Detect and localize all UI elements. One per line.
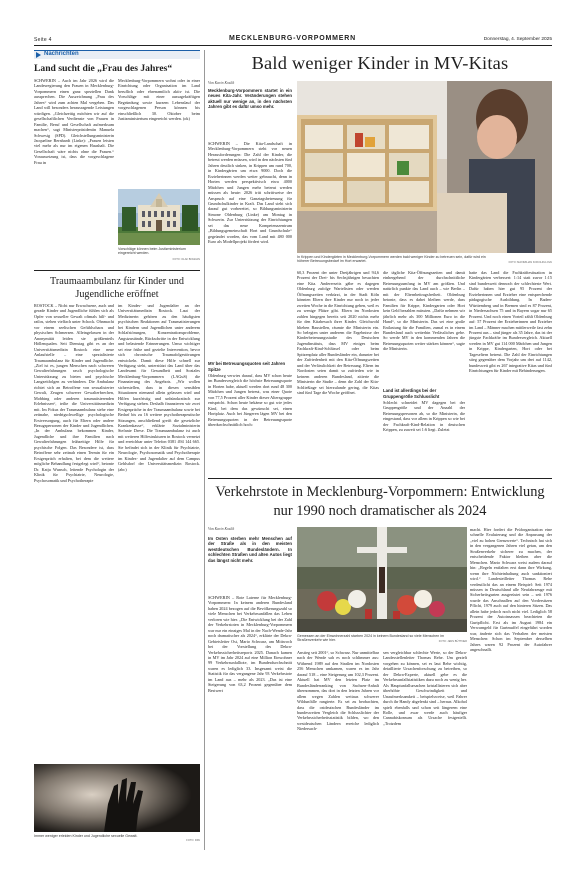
ministry-building-photo: [118, 189, 200, 245]
news-kicker-arrow: [36, 52, 41, 58]
kitas-lead: Mecklenburg-Vorpommern startet in ein neues Kita-Jahr. Veränderungen stehen aktuell nur wenige an, in den nächsten Jahren gibt es dafür umso mehr.: [208, 88, 292, 110]
traffic-byline: Von Karin Koslik: [208, 527, 235, 531]
kita-room-photo: [297, 81, 552, 253]
news-kicker-label: Nachrichten: [44, 51, 79, 57]
traffic-text-col3: sen vergleichbar schlechte Werte, so der Dekra-Landesstellenleiter Thomas Rehe. Um gezielt vorgehen zu können, sei es laut Rehe wichtig, detaillierte Ursachenforschung zu betreiben, so der Dekra-Experte, aktuell gebe es die Verkehrsunfallstatistiken dazu noch zu wenig her. Als Hauptunfallursachen kristallisieren sich aber überhöhte Geschwindigkeit und Unaufmerksamkeit – beispielsweise, weil Fahrer durch ihr Handy abgelenkt sind – heraus. Alkohol spielt ebenfalls und schon seit längerem eine Rolle, und zwar werde auch häufiger Cannabiskonsum als Ursache festgestellt. „Trotzdem: [383, 650, 467, 726]
kitas-text-col2: 60,3 Prozent der unter Dreijährigen und 94,6 Prozent der Drei- bis Sechsjährigen besuchten eine Kita. Andererseits gäbe es dagegen Oldenburg zufolge Wartelisten oder werden Öffnungszeiten verkürzt, in der Stadt Köln könnten Eltern ihre Kinder nur noch in jeder zweiten Woche in die Einrichtung geben, weil es zu wenige Plätze gibt. Eltern im Nordosten zahlen hingegen bereits seit 2020 nichts mehr für den Kitabesuch ihrer Kinder. Gleichwohl blieben Baustellen, räumte die Ministerin ein. So belegten unter anderem die Ergebnisse der Kinderbetreuungsstudie des Deutschen Jugendinstituts, dass MV einiges beim Fachkraft-Kind-Schlüssel oder beim Spitzenplatz aller Bundesländer ein, darunter bei der Zufriedenheit mit den Kita-Öffnungszeiten und der Verlässlichkeit der Betreuung. Eltern im Nordosten seien damit so zufrieden wie in keinem anderen Bundesland, zitierte die Ministerin die Studie – denn die Zahl der Kita-Schließtage sei hierzulande gering, die Kitas sind fünf Tage die Woche geöffnet.: [297, 270, 379, 395]
trauma-photo-caption: Immer weniger erleiden Kinder und Jugendliche sexuelle Gewalt.: [34, 834, 138, 838]
kitas-text-col1b: Oldenburg verwies darauf, dass MV schon heute im Bundesvergleich die höchste Betreuungsquote in Horten habe, aktuell werden dort rund 48 300 Mädchen und Jungen betreut, was einer Quote von 77,5 Prozent aller Kinder dieser Altersgruppe entspricht. Schon heute bekäme so gut wie jedes Kind, bei dem das gewünscht sei, einen Hortplatz. Auch bei Jüngeren lägen MV bei den Betreuungsquoten in der Betreuungsquote überdurchschnittlich hoch:: [208, 373, 292, 428]
traffic-text-col4: macht. Hier fordert die Prüforganisation eine schnelle Evaluierung und die Anpassung der „viel zu hohen Grenzwerte“. Technisch hat sich in den vergangenen Jahren viel getan, um den Straßenverkehr sicherer zu machen, der entscheidende Faktor bleiben aber die Menschen. Mario Schwarz weist zudem darauf hin: „Regeln entfalten erst dann ihre Wirkung, wenn ihre Nichteinhaltung auch sanktioniert wird.“ Landesteilleiter Thomas Rehe verdeutlicht das an einem Beispiel: Seit 1974 müssen in Deutschland alle Neufahrzeuge mit Sicherheitsgurten ausgerüstet sein – seit 1976 wurde das Anschnallen auf den Vordersitzen Pflicht, 1979 auch auf den hinteren Sitzen. Das allein habe jedoch noch nicht viel. Lediglich 58 Prozent der Autoinsassen beachteten die Gurtpflicht. Erst als im August 1984 ein Verwarngeld für Gurtmuffel eingeführt worden war, änderte sich das Verhalten der meisten Menschen: Schon im September desselben Jahres waren 92 Prozent der Autofahrer angeschnallt.: [470, 527, 552, 652]
news-photo-caption: Vorschläge können beim Justizministerium eingereicht werden.: [118, 247, 186, 256]
article-divider: [208, 478, 552, 479]
traffic-photo-caption: Gemessen an der Einwohnerzahl starben 2024 in keinem Bundesland so viele Menschen im Straßenverkehr wie hier.: [297, 634, 445, 643]
traffic-lead: Im Osten sterben mehr Menschen auf der Straße als in den meisten westdeutschen Bundesländern. In schlechten Straßen und alten Autos liegt das längst nicht mehr.: [208, 536, 292, 563]
trauma-headline: Traumaambulanz für Kinder und Jugendliche eröffnet: [49, 276, 184, 300]
traffic-photo-credit: FOTO: JENS BÜTTNER: [438, 640, 467, 643]
news-text-col2: Mecklenburg-Vorpommern wohnt oder in einer Einrichtung oder Organisation im Land beruflich oder ehrenamtlich aktiv ist. Die Vorschläge mit einer aussagekräftigen Begründung sowie kurzem Lebenslauf der vorgeschlagenen Person können bis einschließlich 30. Oktober beim Justizministerium eingereicht werden. (ok): [118, 78, 200, 122]
header-rule: [34, 45, 552, 46]
traffic-text-col1: SCHWERIN – Rote Laterne für Mecklenburg-Vorpommern: In keinem anderen Bundesland haben 2024 bezogen auf die Bevölkerungszahl so viele Menschen bei Verkehrsunfällen das Leben verloren wie hier. „Die Entwicklung bei der Zahl der Verkehrstoten in Mecklenburg-Vorpommern war nur ein einziges Mal in der Nach-Wende-Jahr noch dramatischer als 2024“, erklärte der Dekra-Gebietsleiter Ost, Mario Schwarz, am Mittwoch bei der Vorstellung des Dekra-Verkehrssicherheitsreports 2025. Danach kamen in MV im Jahr 2024 auf eine Million Einwohner 99 Verkehrsunfalltote, im Bundesdurchschnitt waren es lediglich 33. Insgesamt weist die Statistik für das vergangene Jahr 93 Verkehrstote im Land aus – mehr als 2023. „Das ist eine Steigerung von 63,2 Prozent gegenüber dem Bestwert: [208, 595, 292, 693]
kitas-photo-credit: FOTO: MAXIMILIAN KOKOLZULOVA: [508, 261, 552, 264]
kitas-photo-caption: In Krippen und Kindergärten in Mecklenburg-Vorpommern werden bald weniger Kinder zu betreuen sein, dafür wird ein höherer Betreuungsbedarf im Hort erwartet.: [297, 255, 486, 264]
news-divider: [34, 270, 200, 271]
kitas-byline: Von Karin Koslik: [208, 81, 235, 85]
kitas-subhead-2: Land ist allerdings bei der Gruppengröße Schlusslicht: [383, 388, 440, 399]
news-text-col1: SCHWERIN – Auch im Jahr 2026 wird die Landesregierung den Frauen in Mecklenburg-Vorpommern einen ganz speziellen Dank aussprechen. Die Auszeichnung „Frau des Jahres“ wird zum achten Mal vergeben. Das Land will besonders herausragende Leistungen würdigen. „Gleichzeitig möchten wir auf die gesellschaftlichen Verdienste von Frauen in Familie, Beruf und Gesellschaft aufmerksam machen“, sagt Ministerpräsidentin Manuela Schwesig (SPD). Gleichstellungsministerin Jacqueline Bernhardt (Linke): „Frauen leisten viel mehr als nur im eigenen Haushalt. Die Gesellschaft wäre nichts ohne die Frauen.“ Voraussetzung ist, dass die vorgeschlagene Frau in: [34, 78, 114, 165]
kitas-text-col3: die tägliche Kita-Öffnungszeiten und damit einhergehend der durchschnittliche Betreuungsumfang in MV am größten. Und natürlich punkte das Land auch – wie Berlin – mit der Elternbeitragsfreiheit. Oldenburg betonte, dass es dabei bleiben werde, dass Familien für Krippe, Kindergarten oder Hort kein Geld bezahlen müssten. „Dafür nehmen wir jährlich mehr als 300 Millionen Euro in die Hand“, so die Ministerin. Das sei eine große Entlastung für die Familien, zumal es in einem Bundesland auch weiterhin Verlässliches gebe. So werde MV in den kommenden Jahren die Betreuungsquoten weiter stärken können“, sagte die Ministerin.: [383, 270, 465, 352]
kitas-subhead-1: MV bei Betreuungsquoten seit Jahren Spitze: [208, 361, 286, 372]
page-number: Seite 4: [34, 37, 52, 43]
kitas-text-col3b: Schlecht schneidet MV dagegen bei der Gruppengröße und der Anzahl der Betreuungspersonen ab, so die Ministerin, die eingestand, dass vor allem in Krippen so wie bei der Fachkraft-Kind-Relation in deutschen Krippen, zu zuweit sei 1:6 liegt. Zuletzt: [383, 400, 465, 433]
trauma-text-col2: im Kindes- und Jugendalter an der Universitätsmedizin Rostock. Laut der Medizinerin gehören zu den häufigsten psychischen Reaktionen auf Traumatisierungen bei Kindern und Jugendlichen unter anderem Schlafstörungen, Konzentrationsprobleme, Angstzustände, Rückschritte in der Entwicklung und belastende Erinnerungen. Umso wichtiger sei eine frühe und gezielte Intervention, bevor sich chronische Traumafolgestörungen entwickeln. Damit diese Hilfe schnell zur Verfügung steht, unterstützt das Land über das Landesamt für Gesundheit und Soziales Mecklenburg-Vorpommern (LAGuS) die Finanzierung des Angebots. „Wir wollen sicherstellen, dass in diesen sensiblen Situationen niemand allein gelassen wird und Hilfen kurzfristig und unbürokratisch zur Verfügung stehen. Deshalb finanzieren wir zwei Erstgespräche in der Traumaambulanz sowie bei Bedarf bis zu 16 weitere psychotherapeutische Sitzungen, anschließend greift die gesetzliche Krankenkasse“, erklärte Sozialministerin Stefanie Drese. Die Traumaambulanz ist auch mit weiteren Hilfestrukturen in Rostock vernetzt und erreichbar unter Telefon 0381 494 144 665. Sie befindet sich in der Klinik für Psychiatrie, Neurologie, Psychosomatik und Psychotherapie im Kindes- und Jugendalter auf dem Campus Gehlsdorf der Universitätsmedizin Rostock. (abc): [118, 303, 200, 472]
news-headline: Land sucht die „Frau des Jahres“: [34, 63, 173, 74]
kitas-headline: Bald weniger Kinder in MV-Kitas: [251, 53, 509, 73]
section-title: MECKLENBURG-VORPOMMERN: [229, 35, 356, 42]
kitas-text-col4: hatte das Land die Fachkräftesituation in Kindergärten verbessert: 1:14 statt zuvor 1:15 sind bundesweit dennoch der schlechteste Wert. Dafür haben hier gut 95 Prozent der Erzieherinnen und Erzieher eine entsprechende pädagogische Ausbildung. In Baden-Württemberg und in Bremen sind es 87 Prozent, in Niedersachsen 75 und in Bayern sogar nur 65 Prozent. Und noch einen Vorteil zählt Oldenburg auf: 57 Prozent der Erzieherinnen und Erzieher im Land – Männer machen mittlerweile fast zehn Prozent aus – sind jünger als 35 Jahre, das ist der jüngste Fachkräfte im Bundesvergleich. Aktuell werden in MV gut 114 000 Mädchen und Jungen in Krippe, Kindergarten, Hort oder bei Tageseltern betreut. Die Zahl der Einrichtungen stieg gegenüber dem Vorjahr um drei auf 1142, bundesweit gibt es 267 integrative Kitas und fünf Einrichtungen für Kinder mit Behinderungen.: [469, 270, 552, 374]
news-photo-credit: FOTO: OLAF BOGDAN: [172, 258, 200, 261]
column-divider: [204, 50, 205, 850]
traffic-headline: Verkehrstote in Mecklenburg-Vorpommern: Entwicklung nur 1990 noch dramatischer als 2024: [215, 484, 545, 519]
trauma-photo-credit: FOTO: DPA: [186, 839, 200, 842]
trauma-text-col1: ROSTOCK – Nicht nur Erwachsene, auch und gerade Kinder und Jugendliche fühlen sich als Opfer von sexueller Gewalt oftmals hilf- und ratlos, stehen vielfach unter Schock. Ohnmacht vor einem seelischen Gefühlschaos und physischen Schmerzen. Alleingelassen in der Anonymität leiden sie größtenteils Höllenqualen. Seit Dienstag gibt es an der Universitätsmedizin Rostock eine neue Anlaufstelle – eine spezialisierte Traumaambulanz für Kinder und Jugendliche. „Ziel ist es, jungen Menschen nach schweren Gewalterfahrungen rasch psychologische Unterstützung zu bieten und psychische Langzeitfolgen zu verhindern. Die Ambulanz richtet sich an Betroffene von sexualisierter Gewalt, Zeugen schwerer Gewalterbrechen, Mobbing oder anderen traumatisierenden Erlebnissen“, teilte die Universitätsmedizin mit. Im Fokus der Traumaambulanz stehe eine zeitnahe, niedrigschwellige psychologische Erstversorgung, auch für Eltern oder andere Bezugspersonen der Kinder und Jugendlichen. „In der Ambulanz bekommen Kinder, Jugendliche und ihre Familien nach Gewalterfahrungen frühzeitige Hilfe für psychische Folgen. Das Besondere ist, dass Betroffene sehr zeitnah einen Termin für ein Erstgespräch erhalten, bei dem die weitere mögliche Behandlung festgelegt wird“, betonte Dr. Katja Wunsch, leitende Psychologin der Klinik für Psychiatrie, Neurologie, Psychosomatik und Psychotherapie: [34, 303, 114, 483]
hand-shadow-photo: [34, 764, 200, 832]
issue-date: Donnerstag, 4. September 2025: [483, 37, 552, 42]
memorial-photo: [297, 527, 467, 632]
kitas-text-col1: SCHWERIN – Die Kita-Landschaft in Mecklenburg-Vorpommern steht vor neuen Herausforderungen: Die Zahl der Kinder, die betreut werden müssen, wird in den nächsten fünf Jahren deutlich sinken, in Krippen um rund 700, in Kindergärten um etwa 9000. Doch die Erzieherinnen werden weiter gebraucht, denn in Horten werden perspektivisch etwa 4000 Mädchen und Jungen mehr betreut werden müssen als heute: 2026 tritt schrittweise der Anspruch auf eine Ganztagsbetreuung für Grundschulkinder in Kraft. Das Land sieht sich darauf gut vorbereitet, so Bildungsministerin Simone Oldenburg (Linke) am Montag in Schwerin. Zur Unterstützung der Einrichtungen sei das neue Kompetenzzentrum „Bildungsgemeinschaft Hort und Grundschule“ gegründet worden, das vom Land mit 480 000 Euro als Modellprojekt fördert wird.: [208, 141, 292, 245]
traffic-text-col2: Anstieg seit 2001“, so Schwarz. Nur unmittelbar nach der Wende sah es noch schlimmer aus: Während 1989 auf den Straßen im Nordosten 256 Menschen umkamen, waren es im Jahr darauf 518 – eine Steigerung um 102,3 Prozent. Aktuell hat MV den letzten Platz im Bundesländerranking von Sachsen-Anhalt übernommen, das dort in den letzten Jahren vor allem wegen Zahlen weitaus schwerer Wildunfälle rangierte. Es sei zu beobachten, dass die ostdeutschen Bundesländer im bundesweiten Vergleich die Schlusslichter der Verkehrssicherheitsstatistik bilden, wo den westdeutschen Ländern erreiche lediglich Niedersach-: [297, 650, 379, 732]
